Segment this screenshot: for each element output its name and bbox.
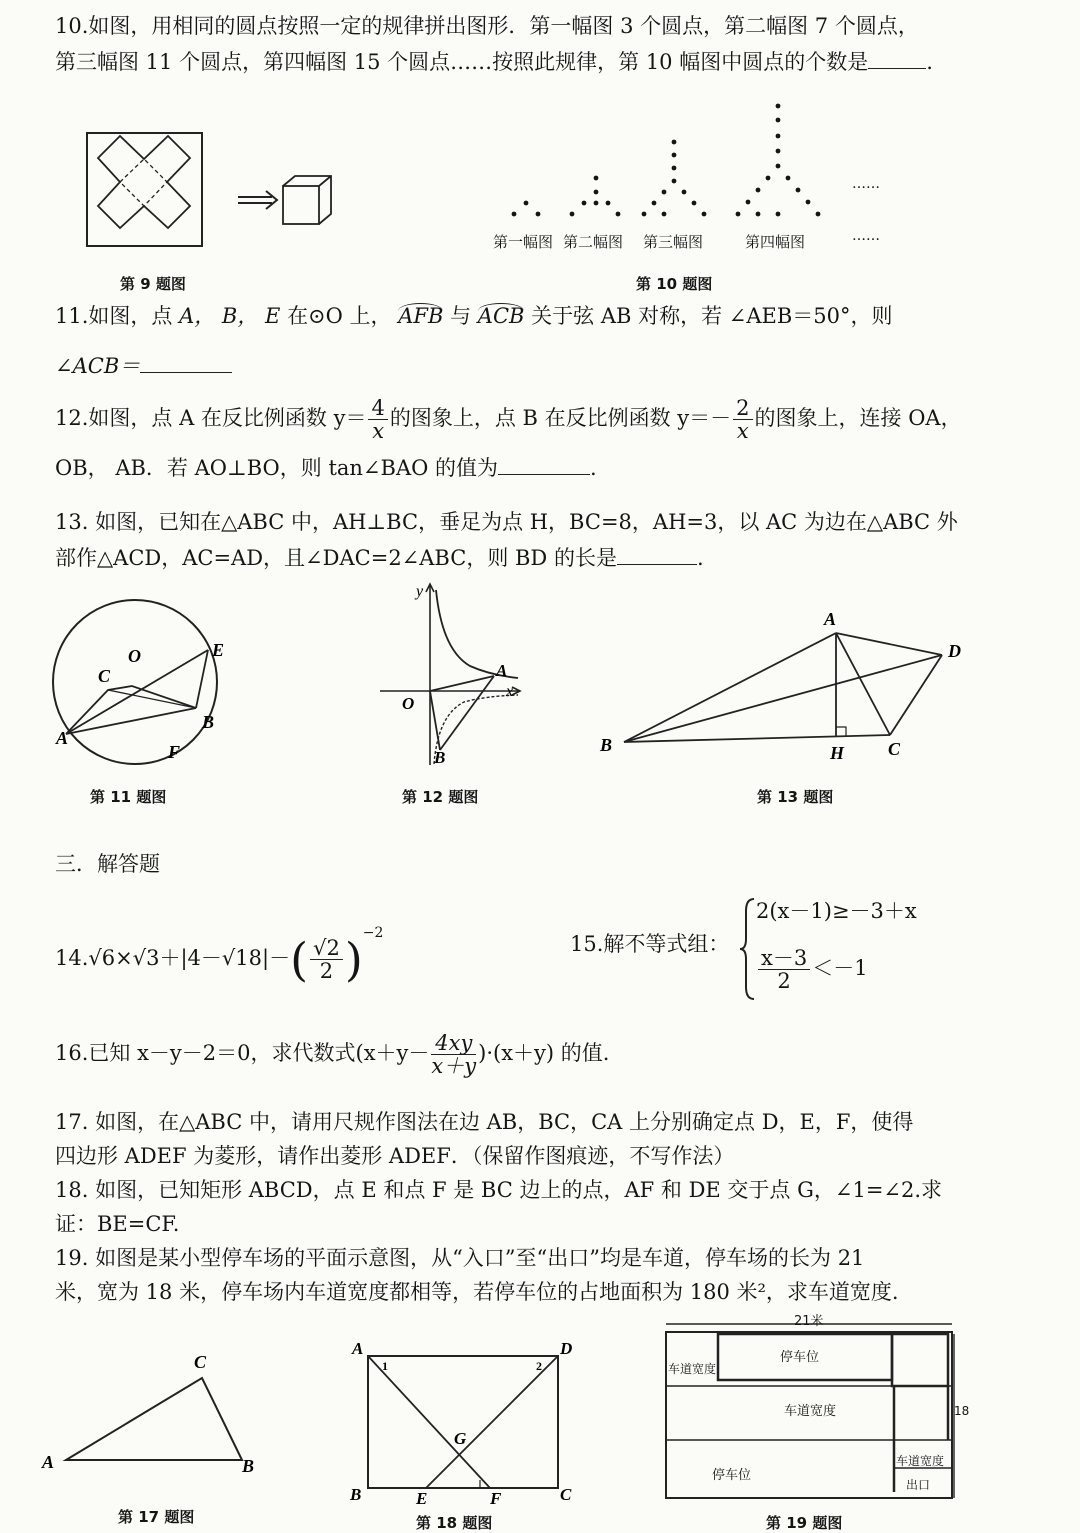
fig11-caption: 第 11 题图 [90, 788, 167, 806]
q12-end: . [590, 456, 597, 480]
fig17-diagram [36, 1348, 266, 1478]
q11-prefix: 11.如图，点 [55, 304, 173, 328]
label-a: A [352, 1339, 364, 1358]
q13-end: . [696, 546, 704, 570]
q18-line1: 18. 如图，已知矩形 ABCD，点 E 和点 F 是 BC 边上的点，AF 和 DE 交于点 G，∠1=∠2.求 [55, 1178, 943, 1202]
q15-label: 15.解不等式组： [570, 932, 730, 956]
label-c: C [194, 1352, 207, 1372]
q12-line2 [55, 454, 597, 482]
label-c: C [98, 666, 111, 686]
fig10-ellipsis-bottom: …… [852, 228, 880, 244]
label-x: x [506, 683, 514, 700]
q11-arc-acb: ACB [477, 304, 525, 328]
q14-exponent: −2 [362, 925, 384, 941]
q13-line1: 13. 如图，已知在△ABC 中，AH⊥BC，垂足为点 H，BC=8，AH=3，以 AC 为边在△ABC 外 [55, 510, 958, 534]
label-g: G [454, 1429, 467, 1448]
label-angle-1: 1 [382, 1359, 388, 1373]
frac-num: x－3 [758, 947, 810, 970]
label-b: B [242, 1456, 255, 1476]
frac-num: 4 [368, 397, 387, 420]
label-e: E [416, 1489, 428, 1508]
frac-den: 2 [319, 959, 334, 983]
dim-width: 21米 [794, 1314, 824, 1329]
fig18-caption: 第 18 题图 [416, 1514, 493, 1532]
fig11-diagram [40, 598, 240, 773]
frac-num: √2 [310, 937, 343, 960]
label-a: A [42, 1452, 55, 1472]
fig12-diagram [370, 580, 530, 770]
frac-num: 2 [733, 397, 752, 420]
q14-fraction [310, 937, 343, 982]
q16-line [55, 1022, 609, 1084]
fig10-label-1: 第一幅图 [493, 233, 554, 251]
q12-mid: 的图象上，点 B 在反比例函数 y＝－ [389, 406, 732, 430]
q11-line2-text: ∠ACB＝ [55, 354, 141, 378]
q14-expression [55, 898, 384, 987]
fig10-ellipsis-top: …… [852, 176, 880, 192]
q11-line2 [55, 352, 232, 380]
q11-on: 在⊙O 上， [287, 304, 392, 328]
q11-points: A， B， E [179, 304, 281, 328]
q11-arc-afb: AFB [398, 304, 444, 328]
fig19-diagram [662, 1314, 972, 1500]
q17-line1: 17. 如图，在△ABC 中，请用尺规作图法在边 AB，BC，CA 上分别确定点 D，E，F，使得 [55, 1110, 914, 1134]
q12-line2-text: OB， AB．若 AO⊥BO，则 tan∠BAO 的值为 [55, 456, 499, 480]
paren-close: ) [344, 932, 363, 987]
answer-blank [140, 352, 232, 373]
label-o: O [128, 646, 141, 666]
fig19-caption: 第 19 题图 [766, 1514, 843, 1532]
label-angle-2: 2 [536, 1359, 542, 1373]
fig10-label-3: 第三幅图 [643, 233, 704, 251]
fig10-label-2: 第二幅图 [563, 233, 624, 251]
q16-open: (x＋y－ [355, 1041, 430, 1065]
fig13-diagram [596, 605, 976, 765]
label-h: H [830, 743, 845, 763]
label-c: C [888, 739, 901, 759]
frac-den: 2 [777, 969, 791, 993]
fig10-label-4: 第四幅图 [745, 233, 806, 251]
fig18-diagram [340, 1336, 580, 1508]
fig13-caption: 第 13 题图 [757, 788, 834, 806]
q14-num: 14. [55, 946, 89, 970]
q15-ineq1: 2(x－1)≥－3＋x [756, 899, 917, 923]
label-f: F [168, 742, 181, 762]
frac-num: 4xy [431, 1032, 476, 1055]
answer-blank [617, 544, 697, 565]
fig17-caption: 第 17 题图 [118, 1508, 195, 1526]
q15-rhs: ＜－1 [812, 956, 868, 980]
frac-den: x [372, 419, 385, 443]
road-label-1: 车道宽度 [668, 1362, 717, 1376]
road-label-2: 车道宽度 [784, 1404, 837, 1419]
fig10-diagram [500, 98, 900, 228]
q16-fraction [431, 1032, 476, 1077]
dim-height: 18 [954, 1404, 970, 1418]
label-e: E [212, 640, 225, 660]
label-a: A [496, 661, 508, 680]
brace-icon [738, 895, 758, 1003]
answer-blank [498, 454, 590, 475]
q11-line1 [55, 302, 893, 330]
label-d: D [560, 1339, 573, 1358]
q19-line2: 米，宽为 18 米，停车场内车道宽度都相等，若停车位的占地面积为 180 米²，求车道宽度. [55, 1280, 899, 1304]
label-d: D [948, 641, 961, 661]
frac-den: x [736, 419, 749, 443]
q17-line2: 四边形 ADEF 为菱形，请作出菱形 ADEF．（保留作图痕迹，不写作法） [55, 1144, 735, 1168]
label-b: B [202, 712, 215, 732]
exit-label: 出口 [906, 1478, 931, 1492]
paren-open: ( [290, 932, 309, 987]
q16-prefix: 16.已知 x－y－2＝0，求代数式 [55, 1041, 356, 1065]
parking-label-1: 停车位 [780, 1350, 820, 1365]
q11-rest: 关于弦 AB 对称，若 ∠AEB＝50°，则 [531, 304, 893, 328]
q19-line1: 19. 如图是某小型停车场的平面示意图，从“入口”至“出口”均是车道，停车场的长为 21 [55, 1246, 865, 1270]
q13-line2 [55, 544, 704, 572]
q15-ineq2 [756, 935, 868, 1001]
label-b: B [434, 748, 446, 767]
q10-line1: 10.如图，用相同的圆点按照一定的规律拼出图形．第一幅图 3 个圆点，第二幅图 7 个圆点， [55, 14, 919, 38]
parking-label-2: 停车位 [712, 1468, 752, 1483]
q16-close: )·(x＋y) 的值. [478, 1041, 610, 1065]
q15-system [738, 895, 958, 1003]
q12-prefix: 12.如图，点 A 在反比例函数 y＝ [55, 406, 367, 430]
q13-line2-text: 部作△ACD，AC=AD，且∠DAC=2∠ABC，则 BD 的长是 [55, 546, 617, 570]
q14-expr: √6×√3＋|4－√18|－ [88, 946, 291, 970]
fig10-caption: 第 10 题图 [636, 275, 713, 293]
label-f: F [490, 1489, 502, 1508]
fig12-caption: 第 12 题图 [402, 788, 479, 806]
label-c: C [560, 1485, 572, 1504]
q10-line2 [55, 48, 933, 76]
fig9-diagram [80, 128, 340, 250]
label-b: B [350, 1485, 362, 1504]
q12-fraction-1 [368, 397, 387, 442]
answer-blank [868, 48, 926, 69]
label-o: O [402, 694, 415, 713]
fig9-caption: 第 9 题图 [120, 275, 186, 293]
label-a: A [56, 728, 69, 748]
q12-fraction-2 [733, 397, 752, 442]
frac-den: x＋y [431, 1054, 477, 1078]
q15-fraction [758, 947, 810, 992]
section-title: 三．解答题 [55, 852, 160, 876]
q11-mid: 与 [450, 304, 472, 328]
label-a: A [824, 609, 837, 629]
q10-end: . [926, 50, 933, 74]
label-b: B [600, 735, 613, 755]
q10-line2-text: 第三幅图 11 个圆点，第四幅图 15 个圆点……按照此规律，第 10 幅图中圆点的个数是 [55, 50, 869, 74]
q18-line2: 证：BE=CF. [55, 1212, 180, 1236]
q12-rest: 的图象上，连接 OA， [754, 406, 962, 430]
road-label-3: 车道宽度 [896, 1454, 945, 1468]
q12-line1 [55, 388, 962, 448]
label-y: y [416, 583, 424, 600]
